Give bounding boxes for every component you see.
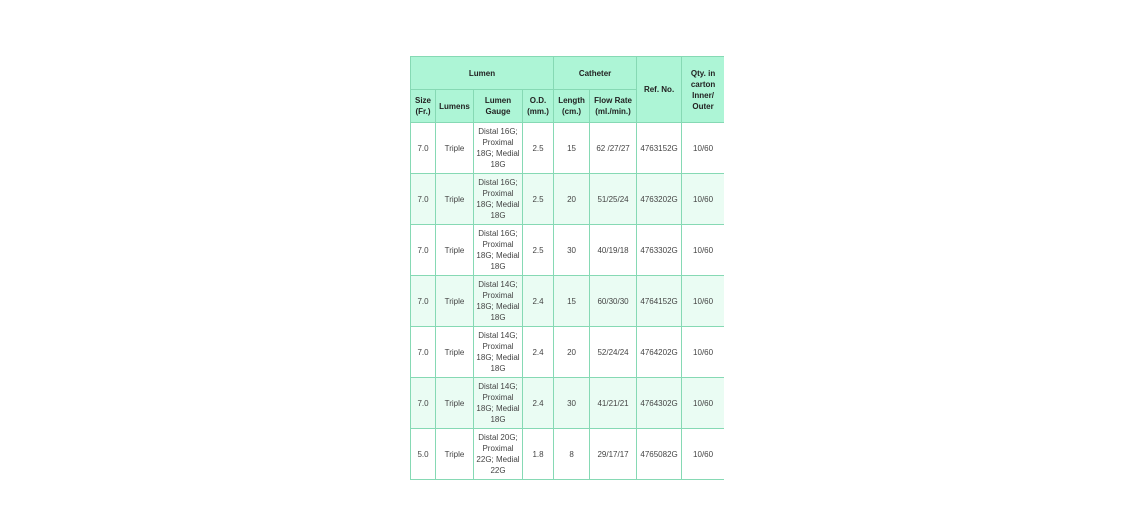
cell-size: 7.0 xyxy=(411,276,436,327)
cell-flow: 40/19/18 xyxy=(590,225,637,276)
cell-flow: 51/25/24 xyxy=(590,174,637,225)
cell-lumens: Triple xyxy=(436,174,474,225)
cell-od: 2.4 xyxy=(523,276,554,327)
cell-ref: 4765082G xyxy=(637,429,682,480)
cell-gauge: Distal 14G; Proximal 18G; Medial 18G xyxy=(474,276,523,327)
cell-size: 7.0 xyxy=(411,174,436,225)
cell-lumens: Triple xyxy=(436,225,474,276)
cell-ref: 4764152G xyxy=(637,276,682,327)
cell-od: 2.5 xyxy=(523,174,554,225)
cell-od: 2.4 xyxy=(523,327,554,378)
cell-ref: 4763302G xyxy=(637,225,682,276)
cell-gauge: Distal 14G; Proximal 18G; Medial 18G xyxy=(474,327,523,378)
cell-lumens: Triple xyxy=(436,123,474,174)
cell-flow: 62 /27/27 xyxy=(590,123,637,174)
cell-flow: 29/17/17 xyxy=(590,429,637,480)
spec-table-container xyxy=(410,56,724,480)
header-catheter-group: Catheter xyxy=(554,57,637,90)
cell-flow: 41/21/21 xyxy=(590,378,637,429)
cell-qty: 10/60 xyxy=(682,378,724,429)
cell-gauge: Distal 16G; Proximal 18G; Medial 18G xyxy=(474,123,523,174)
cell-gauge: Distal 16G; Proximal 18G; Medial 18G xyxy=(474,225,523,276)
cell-qty: 10/60 xyxy=(682,225,724,276)
cell-od: 1.8 xyxy=(523,429,554,480)
cell-size: 7.0 xyxy=(411,123,436,174)
cell-lumens: Triple xyxy=(436,276,474,327)
cell-lumens: Triple xyxy=(436,378,474,429)
cell-flow: 60/30/30 xyxy=(590,276,637,327)
cell-size: 7.0 xyxy=(411,225,436,276)
cell-length: 15 xyxy=(554,123,590,174)
cell-size: 5.0 xyxy=(411,429,436,480)
header-qty: Qty. in carton Inner/ Outer xyxy=(682,57,724,123)
header-ref-no: Ref. No. xyxy=(637,57,682,123)
cell-length: 15 xyxy=(554,276,590,327)
table-row xyxy=(411,174,725,225)
cell-ref: 4763152G xyxy=(637,123,682,174)
catheter-spec-table xyxy=(410,56,724,480)
cell-od: 2.4 xyxy=(523,378,554,429)
cell-ref: 4764202G xyxy=(637,327,682,378)
cell-length: 30 xyxy=(554,225,590,276)
cell-ref: 4764302G xyxy=(637,378,682,429)
cell-qty: 10/60 xyxy=(682,429,724,480)
table-row xyxy=(411,225,725,276)
cell-length: 20 xyxy=(554,327,590,378)
cell-qty: 10/60 xyxy=(682,327,724,378)
cell-length: 30 xyxy=(554,378,590,429)
cell-flow: 52/24/24 xyxy=(590,327,637,378)
table-row xyxy=(411,123,725,174)
header-lumen-group: Lumen xyxy=(411,57,554,90)
header-lumens: Lumens xyxy=(436,90,474,123)
cell-gauge: Distal 16G; Proximal 18G; Medial 18G xyxy=(474,174,523,225)
header-flow-rate: Flow Rate (ml./min.) xyxy=(590,90,637,123)
cell-ref: 4763202G xyxy=(637,174,682,225)
cell-qty: 10/60 xyxy=(682,123,724,174)
header-od: O.D. (mm.) xyxy=(523,90,554,123)
cell-length: 20 xyxy=(554,174,590,225)
header-size: Size (Fr.) xyxy=(411,90,436,123)
cell-lumens: Triple xyxy=(436,327,474,378)
cell-size: 7.0 xyxy=(411,327,436,378)
table-row xyxy=(411,327,725,378)
header-lumen-gauge: Lumen Gauge xyxy=(474,90,523,123)
table-row xyxy=(411,378,725,429)
cell-lumens: Triple xyxy=(436,429,474,480)
cell-od: 2.5 xyxy=(523,123,554,174)
cell-length: 8 xyxy=(554,429,590,480)
cell-gauge: Distal 20G; Proximal 22G; Medial 22G xyxy=(474,429,523,480)
cell-size: 7.0 xyxy=(411,378,436,429)
cell-gauge: Distal 14G; Proximal 18G; Medial 18G xyxy=(474,378,523,429)
cell-qty: 10/60 xyxy=(682,276,724,327)
cell-od: 2.5 xyxy=(523,225,554,276)
table-row xyxy=(411,429,725,480)
cell-qty: 10/60 xyxy=(682,174,724,225)
header-length: Length (cm.) xyxy=(554,90,590,123)
table-row xyxy=(411,276,725,327)
